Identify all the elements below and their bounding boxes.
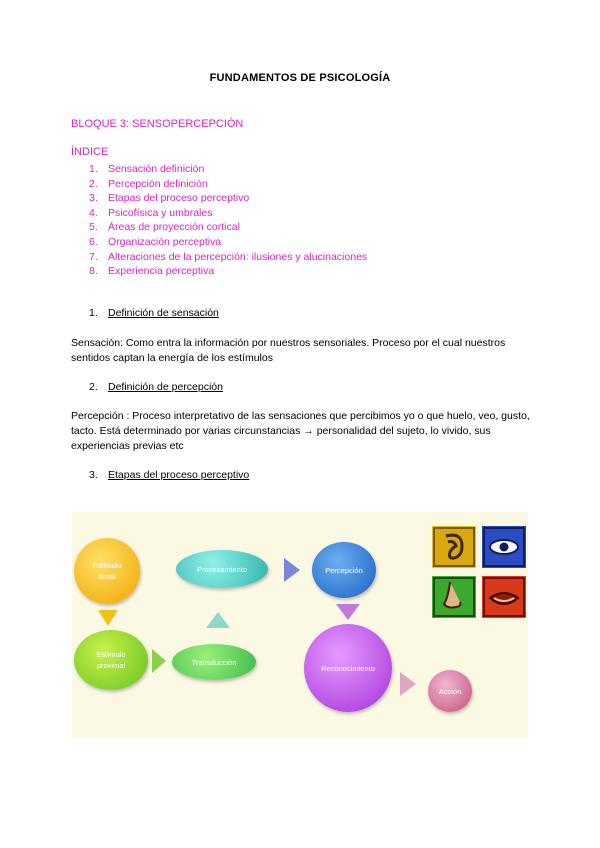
toc-label: Etapas del proceso perceptivo [108, 192, 250, 205]
toc-item[interactable] [89, 177, 367, 192]
node-label: Transducción [191, 657, 237, 667]
toc-label: Percepción definición [108, 177, 208, 190]
toc-label: Alteraciones de la percepción: ilusiones y alucinaciones [108, 250, 368, 263]
toc-number: 2. [89, 177, 98, 190]
section-heading-2 [89, 381, 223, 393]
toc-number: 6. [89, 235, 98, 248]
eye-icon [482, 526, 526, 568]
toc-label: Psicofísica y umbrales [108, 206, 213, 219]
section-number: 3. [89, 469, 98, 481]
node-percepcion [312, 542, 376, 598]
node-label: Percepción [325, 565, 363, 575]
toc-item[interactable] [89, 235, 367, 250]
nose-icon [432, 576, 476, 618]
paragraph-percepcion: Percepción : Proceso interpretativo de las sensaciones que percibimos yo o que huelo, veo, gusto, tacto. Está determinado por varias circunstancias → personalidad del sujeto, lo vivido, sus experiencias previas etc [71, 410, 530, 452]
toc-number: 1. [89, 163, 98, 175]
arrow-down-icon [336, 604, 360, 620]
index-heading: ÍNDICE [71, 146, 109, 158]
node-label: Procesamiento [196, 564, 248, 574]
node-estimulo-proximal [74, 630, 148, 690]
senses-images [432, 526, 528, 622]
toc-label: Sensación definición [108, 163, 205, 175]
toc-item[interactable] [89, 250, 367, 265]
node-label: Estímulo proximal [96, 650, 126, 670]
toc-item[interactable] [89, 220, 367, 235]
block-heading: BLOQUE 3: SENSOPERCEPCIÓN [71, 118, 244, 130]
toc-number: 7. [89, 250, 98, 263]
toc-number: 8. [89, 265, 98, 278]
toc-item[interactable] [89, 191, 367, 206]
toc-number: 4. [89, 206, 98, 219]
section-number: 2. [89, 381, 98, 393]
table-of-contents [89, 162, 367, 279]
toc-label: Áreas de proyección cortical [108, 221, 240, 234]
node-estimulo-distal [74, 538, 140, 604]
mouth-icon [482, 576, 526, 618]
section-heading-3 [89, 469, 249, 481]
node-label: Reconocimiento [321, 663, 375, 673]
toc-item[interactable] [89, 206, 367, 221]
arrow-right-icon [284, 558, 300, 582]
perceptual-process-diagram [72, 512, 528, 738]
toc-item[interactable] [89, 162, 367, 177]
node-accion [428, 670, 472, 712]
toc-label: Organización perceptiva [108, 235, 222, 248]
node-reconocimiento [304, 624, 392, 712]
arrow-down-icon [98, 610, 118, 626]
node-label: Estímulo distal [92, 561, 122, 581]
section-number: 1. [89, 307, 98, 319]
section-title: Definición de percepción [108, 381, 223, 393]
ear-icon [432, 526, 476, 568]
node-label: Acción [438, 686, 462, 696]
toc-number: 3. [89, 192, 98, 205]
section-title: Definición de sensación [108, 307, 219, 319]
arrow-up-icon [206, 612, 230, 628]
toc-item[interactable] [89, 264, 367, 279]
section-title: Etapas del proceso perceptivo [108, 469, 250, 481]
paragraph-sensacion: Sensación: Como entra la información por nuestros sensoriales. Proceso por el cual nuestros sentidos captan la energía de los estímulos [71, 337, 506, 364]
node-transduccion [172, 644, 256, 680]
page-title: FUNDAMENTOS DE PSICOLOGÍA [209, 72, 391, 84]
node-procesamiento [176, 550, 268, 588]
arrow-right-icon [400, 672, 416, 696]
toc-label: Experiencia perceptiva [108, 265, 215, 278]
toc-number: 5. [89, 221, 98, 234]
section-heading-1 [89, 307, 219, 319]
arrow-right-icon [152, 649, 166, 673]
